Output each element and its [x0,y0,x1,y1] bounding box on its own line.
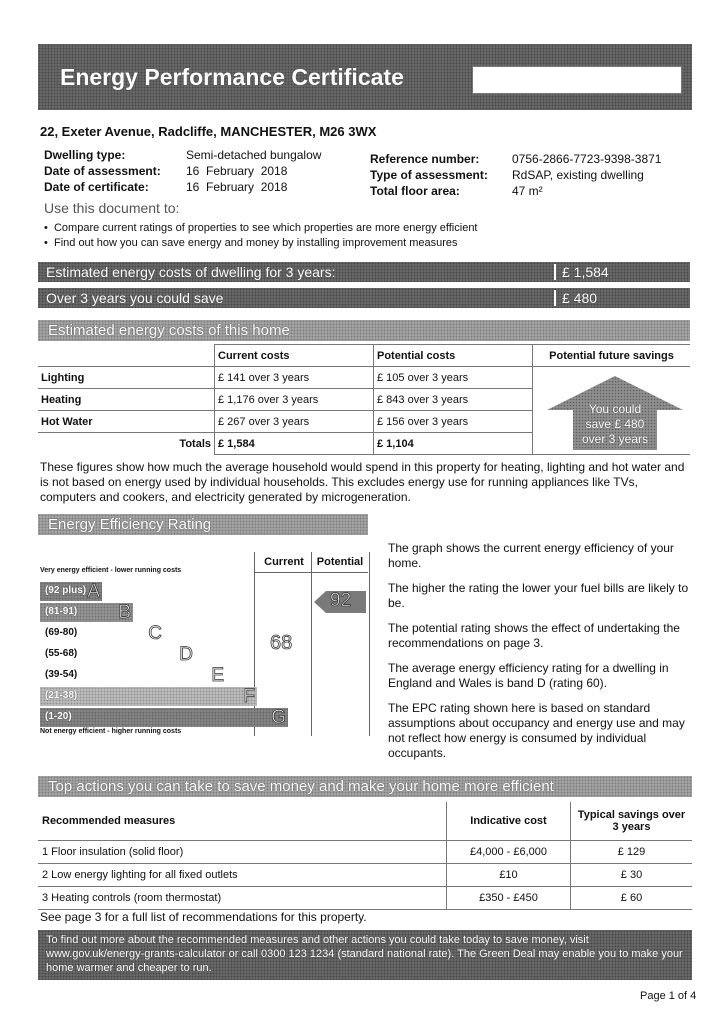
band-range: (21-38) [45,690,78,701]
rating-explanation [388,541,700,761]
top-caption: Very energy efficient - lower running costs [40,567,182,574]
table-row [38,841,692,864]
band-letter: D [179,644,193,665]
property-address: 22, Exeter Avenue, Radcliffe, MANCHESTER, M26 3WX [40,124,377,139]
could-save-value: £ 480 [554,290,597,306]
table-row [38,864,692,887]
col-potential-savings: Potential future savings [533,345,691,367]
band-range: (81-91) [45,606,78,617]
type-assessment-label: Type of assessment: [370,168,488,182]
recommendations-table [38,802,692,910]
rating-paragraph: The higher the rating the lower your fuel bills are likely to be. [388,581,689,610]
page-number: Page 1 of 4 [640,990,697,1002]
potential-rating-value: 92 [330,590,352,611]
band-range: (69-80) [45,627,78,638]
potential-cost-cell: £ 105 over 3 years [374,367,533,389]
bullet-icon: • [44,222,48,234]
date-certificate-value: 16 February 2018 [186,180,288,194]
actions-section-heading: Top actions you can take to save money and make your home more efficient [48,778,554,795]
rating-band [40,708,288,727]
rating-band [40,582,102,601]
rating-band [40,666,226,685]
col-potential-rating: Potential [316,556,364,568]
measure-cell: 1 Floor insulation (solid floor) [38,841,447,864]
savings-cell: £ 60 [571,887,693,910]
totals-current: £ 1,584 [215,433,374,455]
could-save-label: Over 3 years you could save [46,290,224,306]
cost-cell: £10 [447,864,571,887]
floor-area-label: Total floor area: [370,184,460,198]
rating-paragraph: The graph shows the current energy efficiency of your home. [388,541,674,570]
rating-divider [311,552,312,736]
potential-cost-cell: £ 156 over 3 years [374,411,533,433]
band-range: (39-54) [45,669,78,680]
reference-value: 0756-2866-7723-9398-3871 [512,152,662,166]
row-label: Heating [38,389,215,411]
table-cell [38,345,215,367]
table-row [38,887,692,910]
band-letter: F [243,686,255,707]
bottom-caption: Not energy efficient - higher running costs [40,728,182,735]
rating-paragraph: The potential rating shows the effect of undertaking the recommendations on page 3. [388,621,680,650]
rating-band [40,645,195,664]
bullet-icon: • [44,237,48,249]
savings-cell: £ 129 [571,841,693,864]
reference-label: Reference number: [370,152,480,166]
totals-potential: £ 1,104 [374,433,533,455]
arrow-line: save £ 480 [585,417,645,431]
row-label: Lighting [38,367,215,389]
use-document-heading: Use this document to: [44,200,180,216]
savings-cell: £ 30 [571,864,693,887]
see-page-note: See page 3 for a full list of recommendations for this property. [40,910,367,924]
arrow-line: over 3 years [581,432,649,446]
measure-cell: 3 Heating controls (room thermostat) [38,887,447,910]
rating-section-heading: Energy Efficiency Rating [48,516,212,533]
arrow-line: You could [588,402,642,416]
rating-band [40,687,257,706]
cost-cell: £350 - £450 [447,887,571,910]
bullet-text: Find out how you can save energy and money by installing improvement measures [53,237,458,249]
table-header-row [38,345,690,367]
dwelling-type-label: Dwelling type: [44,148,126,162]
could-save-bar [38,288,690,308]
rating-band [40,603,133,622]
col-current-rating: Current [264,556,304,568]
title-bar [38,44,692,110]
bullet-text: Compare current ratings of properties to see which properties are more energy efficient [53,222,478,234]
band-letter: E [211,665,224,686]
footer-info-text: To find out more about the recommended measures and other actions you could take today to save money, visit www.gov.uk/energy-grants-calculator or call 0300 123 1234 (standard national rate). The Green Deal may enable you to make your home warmer and cheaper to run. [46,934,683,974]
col-recommended-measures: Recommended measures [38,802,447,841]
totals-label: Totals [38,433,215,455]
band-range: (1-20) [45,711,72,722]
current-rating-value: 68 [270,632,293,654]
col-indicative-cost: Indicative cost [447,802,571,841]
use-document-bullet [44,237,458,249]
use-document-bullet [44,222,478,234]
costs-section-heading: Estimated energy costs of this home [48,322,290,339]
estimated-costs-value: £ 1,584 [554,264,609,280]
actions-section-heading-bar [38,776,692,797]
date-assessment-value: 16 February 2018 [186,164,288,178]
current-cost-cell: £ 141 over 3 years [215,367,374,389]
current-cost-cell: £ 267 over 3 years [215,411,374,433]
rating-band [40,624,164,643]
band-letter: C [148,623,162,644]
band-letter: G [271,707,286,728]
estimated-costs-label: Estimated energy costs of dwelling for 3 years: [46,264,336,280]
costs-note: These figures show how much the average household would spend in this property for heating, lighting and hot water and is not based on energy used by individual households. This excludes energy use for running appliances like TVs, computers and cookers, and electricity generated by microgeneration. [40,460,685,504]
rating-section-heading-bar [38,514,368,535]
col-potential-costs: Potential costs [374,345,533,367]
dwelling-type-value: Semi-detached bungalow [186,148,322,162]
col-typical-savings: Typical savings over 3 years [571,802,693,841]
footer-info-bar [38,930,692,980]
measure-cell: 2 Low energy lighting for all fixed outlets [38,864,447,887]
rating-paragraph: The EPC rating shown here is based on standard assumptions about occupancy and energy use and may not reflect how energy is consumed by individual occupants. [388,701,685,760]
title-blank-box [472,66,682,94]
band-letter: B [118,602,131,623]
date-assessment-label: Date of assessment: [44,164,161,178]
current-cost-cell: £ 1,176 over 3 years [215,389,374,411]
band-letter: A [87,581,100,602]
rating-divider [254,572,368,573]
row-label: Hot Water [38,411,215,433]
band-range: (55-68) [45,648,78,659]
cost-cell: £4,000 - £6,000 [447,841,571,864]
page-title: Energy Performance Certificate [60,64,404,90]
floor-area-value: 47 m² [512,184,543,198]
band-range: (92 plus) [45,585,87,596]
potential-cost-cell: £ 843 over 3 years [374,389,533,411]
table-header-row [38,802,692,841]
rating-paragraph: The average energy efficiency rating for a dwelling in England and Wales is band D (rating 60). [388,661,669,690]
date-certificate-label: Date of certificate: [44,180,149,194]
estimated-costs-bar [38,262,690,282]
col-current-costs: Current costs [215,345,374,367]
savings-arrow-text [545,402,685,447]
costs-section-heading-bar [38,320,690,341]
type-assessment-value: RdSAP, existing dwelling [512,168,644,182]
